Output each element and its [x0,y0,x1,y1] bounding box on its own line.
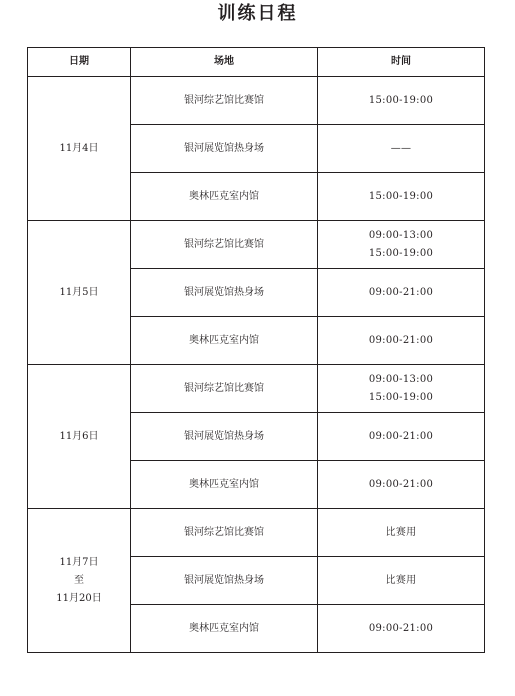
venue-cell: 奥林匹克室内馆 [131,461,318,509]
column-header-venue: 场地 [131,48,318,77]
time-cell [318,221,485,269]
table-header-row [28,48,485,77]
table-row [28,221,485,269]
date-cell [28,77,131,221]
table-row [28,77,485,125]
date-cell [28,365,131,509]
venue-cell: 奥林匹克室内馆 [131,173,318,221]
table-row [28,365,485,413]
schedule-table [27,47,485,653]
column-header-time: 时间 [318,48,485,77]
time-cell [318,461,485,509]
time-line: 09:00-21:00 [368,478,434,490]
venue-cell: 银河展览馆热身场 [131,557,318,605]
date-line: 11月6日 [59,430,99,442]
venue-cell: 奥林匹克室内馆 [131,317,318,365]
time-cell [318,557,485,605]
venue-cell: 银河展览馆热身场 [131,125,318,173]
date-cell [28,509,131,653]
time-line: 09:00-21:00 [368,286,434,298]
date-line: 11月7日 [59,556,99,568]
time-line: 15:00-19:00 [368,247,434,259]
time-line: 15:00-19:00 [368,94,434,106]
time-cell [318,365,485,413]
venue-cell: 银河综艺馆比赛馆 [131,221,318,269]
date-line: 11月5日 [59,286,99,298]
time-cell [318,509,485,557]
time-cell [318,605,485,653]
time-cell [318,77,485,125]
time-line: 比赛用 [385,526,417,538]
time-line: 09:00-21:00 [368,430,434,442]
venue-cell: 奥林匹克室内馆 [131,605,318,653]
venue-cell: 银河综艺馆比赛馆 [131,509,318,557]
time-cell [318,125,485,173]
time-line: 09:00-21:00 [368,622,434,634]
venue-cell: 银河展览馆热身场 [131,413,318,461]
time-line: 15:00-19:00 [368,391,434,403]
time-line: 比赛用 [385,574,417,586]
time-line: 09:00-13:00 [368,373,434,385]
venue-cell: 银河综艺馆比赛馆 [131,77,318,125]
time-line: 09:00-21:00 [368,334,434,346]
date-line: 11月20日 [56,592,102,604]
time-line: 09:00-13:00 [368,229,434,241]
table-row [28,509,485,557]
venue-cell: 银河展览馆热身场 [131,269,318,317]
time-cell [318,269,485,317]
page-title: 训练日程 [217,3,298,24]
date-line: 11月4日 [59,142,99,154]
date-line: 至 [74,574,84,586]
time-cell [318,317,485,365]
time-line: —— [390,142,412,154]
time-cell [318,413,485,461]
time-cell [318,173,485,221]
date-cell [28,221,131,365]
time-line: 15:00-19:00 [368,190,434,202]
venue-cell: 银河综艺馆比赛馆 [131,365,318,413]
column-header-date: 日期 [28,48,131,77]
